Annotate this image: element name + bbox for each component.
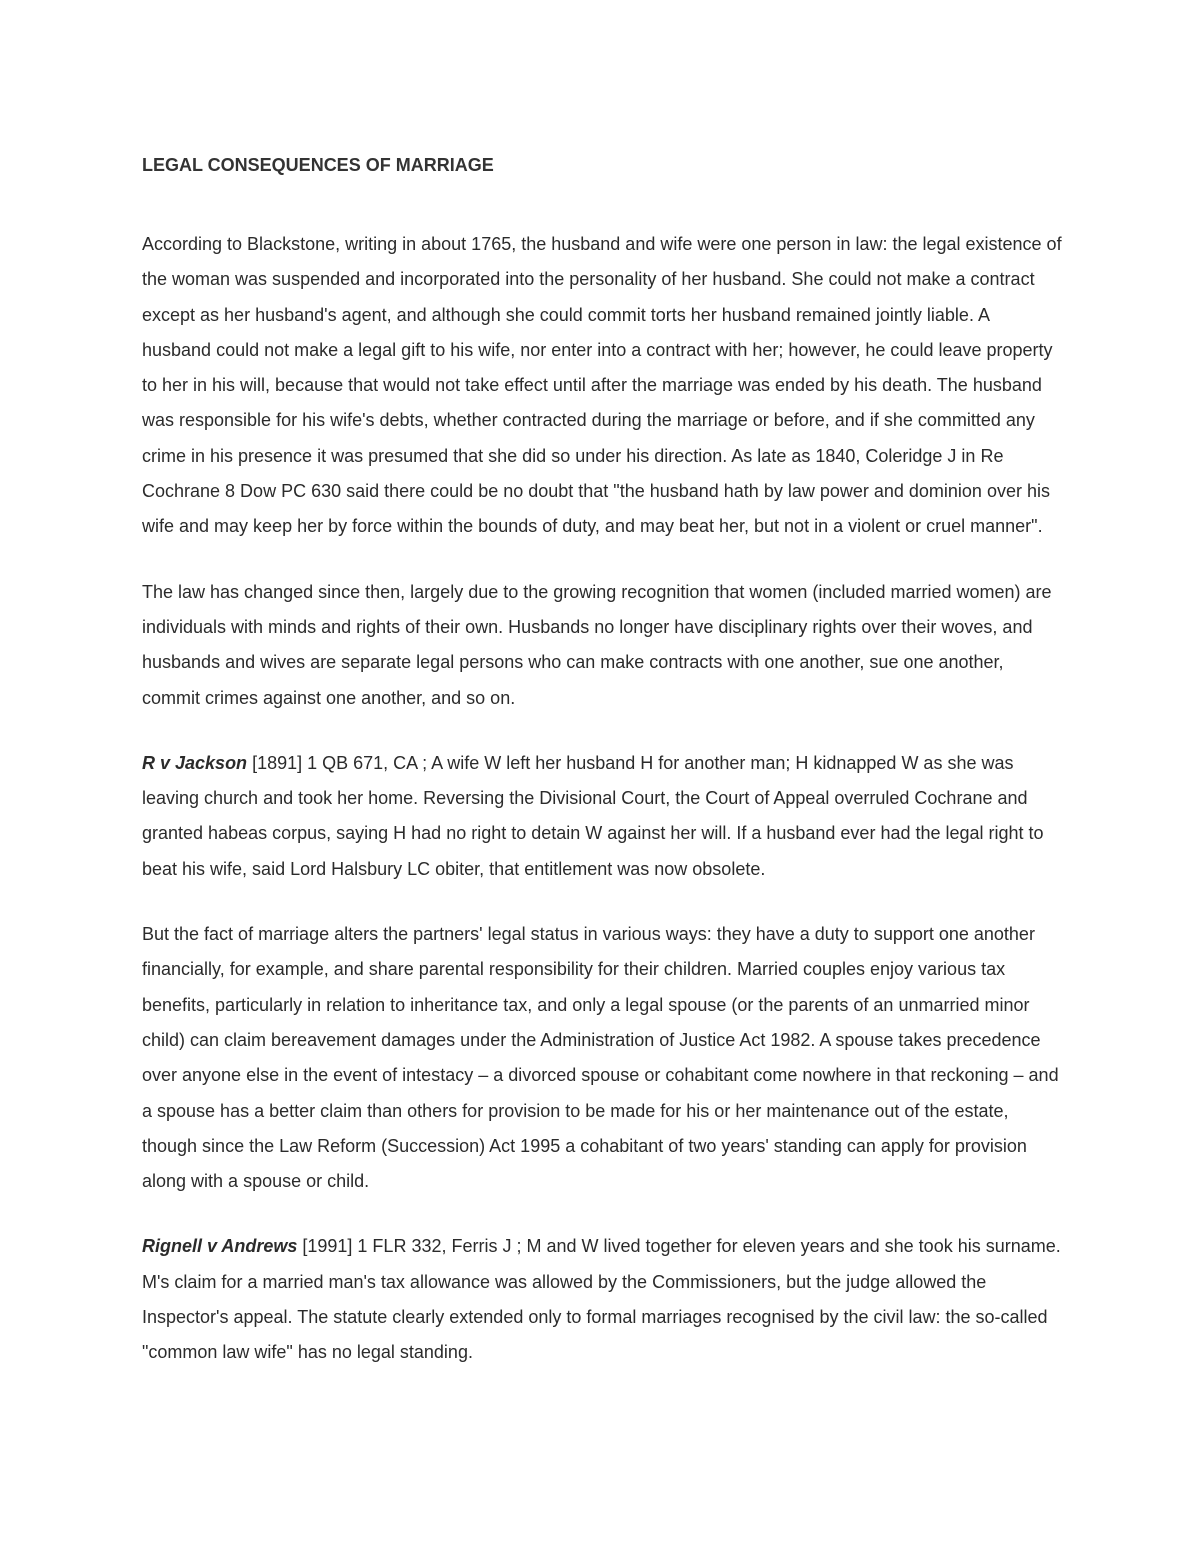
paragraph-legal-status: [142, 917, 1062, 1199]
paragraph-law-changed: [142, 575, 1062, 716]
case-name-rignell-v-andrews: Rignell v Andrews: [142, 1236, 298, 1257]
paragraph-text: But the fact of marriage alters the partners' legal status in various ways: they have a duty to support one another financially, for example, and share parental responsibility for their children. Married couples enjoy various tax benefits, particularly in relation to inheritance tax, and only a legal spouse (or the parents of an unmarried minor child) can claim bereavement damages under the Administration of Justice Act 1982. A spouse takes precedence over anyone else in the event of intestacy – a divorced spouse or cohabitant come nowhere in that reckoning – and a spouse has a better claim than others for provision to be made for his or her maintenance out of the estate, though since the Law Reform (Succession) Act 1995 a cohabitant of two years' standing can apply for provision along with a spouse or child.: [142, 924, 1059, 1192]
paragraph-text: [1891] 1 QB 671, CA ; A wife W left her husband H for another man; H kidnapped W as she was leaving church and took her home. Reversing the Divisional Court, the Court of Appeal overruled Cochrane and granted habeas corpus, saying H had no right to detain W against her will. If a husband ever had the legal right to beat his wife, said Lord Halsbury LC obiter, that entitlement was now obsolete.: [142, 752, 1044, 879]
document-body: [142, 153, 1062, 1401]
paragraph-text: [1991] 1 FLR 332, Ferris J ; M and W lived together for eleven years and she took his surname. M's claim for a married man's tax allowance was allowed by the Commissioners, but the judge allowed the Inspector's appeal. The statute clearly extended only to formal marriages recognised by the civil law: the so-called "common law wife" has no legal standing.: [142, 1236, 1061, 1363]
paragraph-text: The law has changed since then, largely due to the growing recognition that women (included married women) are individuals with minds and rights of their own. Husbands no longer have disciplinary rights over their woves, and husbands and wives are separate legal persons who can make contracts with one another, sue one another, commit crimes against one another, and so on.: [142, 581, 1052, 708]
paragraph-text: According to Blackstone, writing in about 1765, the husband and wife were one person in law: the legal existence of the woman was suspended and incorporated into the personality of her husband. She could not make a contract except as her husband's agent, and although she could commit torts her husband remained jointly liable. A husband could not make a legal gift to his wife, nor enter into a contract with her; however, he could leave property to her in his will, because that would not take effect until after the marriage was ended by his death. The husband was responsible for his wife's debts, whether contracted during the marriage or before, and if she committed any crime in his presence it was presumed that she did so under his direction. As late as 1840, Coleridge J in Re Cochrane 8 Dow PC 630 said there could be no doubt that "the husband hath by law power and dominion over his wife and may keep her by force within the bounds of duty, and may beat her, but not in a violent or cruel manner".: [142, 234, 1062, 537]
paragraph-r-v-jackson: [142, 746, 1062, 887]
paragraph-rignell-v-andrews: [142, 1229, 1062, 1370]
document-title: LEGAL CONSEQUENCES OF MARRIAGE: [142, 155, 494, 175]
case-name-r-v-jackson: R v Jackson: [142, 752, 248, 773]
paragraph-blackstone: [142, 227, 1062, 545]
